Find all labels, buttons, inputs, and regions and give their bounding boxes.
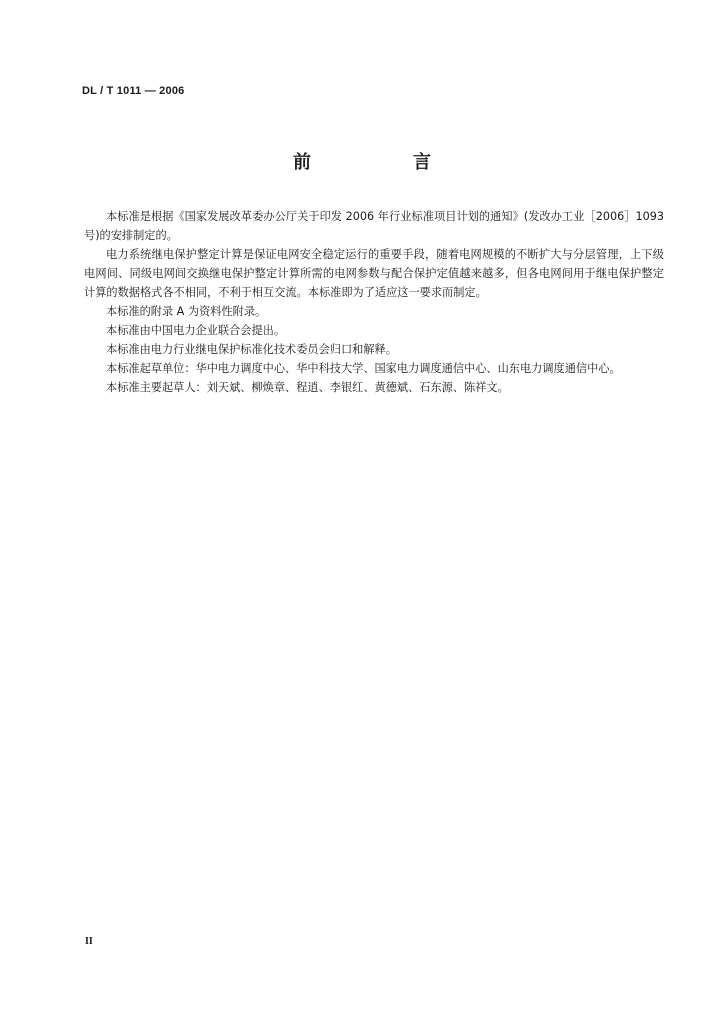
paragraph-interpretation: 本标准由电力行业继电保护标准化技术委员会归口和解释。: [106, 343, 397, 356]
paragraph-drafting-units: 本标准起草单位：华中电力调度中心、华中科技大学、国家电力调度通信中心、山东电力调度通信中心。: [106, 362, 621, 375]
paragraph-proposer: 本标准由中国电力企业联合会提出。: [106, 324, 286, 337]
paragraph-purpose: 电力系统继电保护整定计算是保证电网安全稳定运行的重要手段，随着电网规模的不断扩大与分层管理，上下级电网间、同级电网间交换继电保护整定计算所需的电网参数与配合保护定值越来越多，但各电网间用于继电保护整定计算的数据格式各不相同，不利于相互交流。本标准即为了适应这一要求而制定。: [84, 248, 664, 299]
paragraph-origin: 本标准是根据《国家发展改革委办公厅关于印发 2006 年行业标准项目计划的通知》(发改办工业［2006］1093 号)的安排制定的。: [84, 210, 664, 242]
foreword-body: [84, 207, 664, 397]
page-title: 前 言: [293, 152, 473, 173]
document-code: DL / T 1011 — 2006: [82, 85, 185, 97]
page-number: II: [85, 936, 93, 947]
paragraph-drafters: 本标准主要起草人：刘天斌、柳焕章、程逍、李银红、黄德斌、石东源、陈祥文。: [106, 381, 509, 394]
paragraph-appendix: 本标准的附录 A 为资料性附录。: [106, 305, 267, 318]
